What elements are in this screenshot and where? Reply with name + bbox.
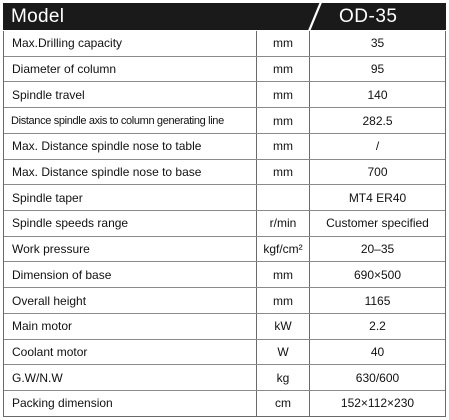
spec-label: Spindle speeds range: [4, 211, 257, 236]
spec-row: [4, 340, 445, 366]
spec-label: Max. Distance spindle nose to base: [4, 160, 257, 185]
spec-unit: mm: [257, 108, 310, 133]
spec-label: Spindle travel: [4, 82, 257, 107]
spec-value: 20–35: [360, 242, 395, 257]
spec-row: [4, 82, 445, 108]
spec-row: [4, 211, 445, 237]
spec-row: [4, 160, 445, 186]
spec-row: [4, 108, 445, 134]
spec-value: 282.5: [362, 113, 393, 128]
spec-label: Work pressure: [4, 237, 257, 262]
spec-unit: kgf/cm²: [257, 237, 310, 262]
spec-row: [4, 365, 445, 391]
spec-value: Customer specified: [326, 216, 429, 231]
spec-label: Max.Drilling capacity: [4, 31, 257, 56]
spec-unit: kW: [257, 314, 310, 339]
spec-value: MT4 ER40: [348, 190, 407, 205]
spec-value: 152×112×230: [340, 396, 415, 411]
spec-row: [4, 57, 445, 83]
spec-unit: mm: [257, 31, 310, 56]
spec-label: Coolant motor: [4, 340, 257, 365]
spec-label: Max. Distance spindle nose to table: [4, 134, 257, 159]
spec-row: [4, 391, 445, 417]
spec-row: [4, 262, 445, 288]
spec-label: G.W/N.W: [4, 365, 257, 390]
spec-label: Diameter of column: [4, 57, 257, 82]
spec-unit: r/min: [257, 211, 310, 236]
spec-label: Main motor: [4, 314, 257, 339]
spec-unit: mm: [257, 262, 310, 287]
spec-unit: W: [257, 340, 310, 365]
spec-label: Packing dimension: [4, 391, 257, 416]
spec-value: 630/600: [355, 370, 400, 385]
spec-row: [4, 31, 445, 57]
spec-label: Dimension of base: [4, 262, 257, 287]
spec-row: [4, 134, 445, 160]
spec-label: Distance spindle axis to column generating line: [4, 108, 257, 133]
spec-value: /: [375, 139, 380, 154]
spec-value: 1165: [364, 293, 391, 308]
spec-value: 690×500: [353, 267, 402, 282]
spec-row: [4, 314, 445, 340]
spec-value: 140: [367, 87, 388, 102]
spec-label: Spindle taper: [4, 185, 257, 210]
spec-unit: mm: [257, 160, 310, 185]
spec-unit: cm: [257, 391, 310, 416]
header-model-value: OD-35: [339, 6, 398, 27]
spec-value: 35: [370, 36, 385, 51]
header-model-label: Model: [11, 6, 65, 27]
spec-row: [4, 288, 445, 314]
spec-unit: kg: [257, 365, 310, 390]
spec-label: Overall height: [4, 288, 257, 313]
spec-value: 2.2: [369, 319, 386, 334]
spec-table: [3, 3, 446, 417]
spec-rows: [3, 31, 446, 417]
spec-unit: mm: [257, 57, 310, 82]
spec-value: 95: [370, 62, 385, 77]
spec-row: [4, 237, 445, 263]
spec-unit: mm: [257, 288, 310, 313]
spec-value: 40: [370, 344, 385, 359]
spec-unit: [257, 185, 310, 210]
table-header: [3, 3, 446, 30]
spec-unit: mm: [257, 82, 310, 107]
spec-value: 700: [367, 164, 388, 179]
spec-row: [4, 185, 445, 211]
spec-unit: mm: [257, 134, 310, 159]
